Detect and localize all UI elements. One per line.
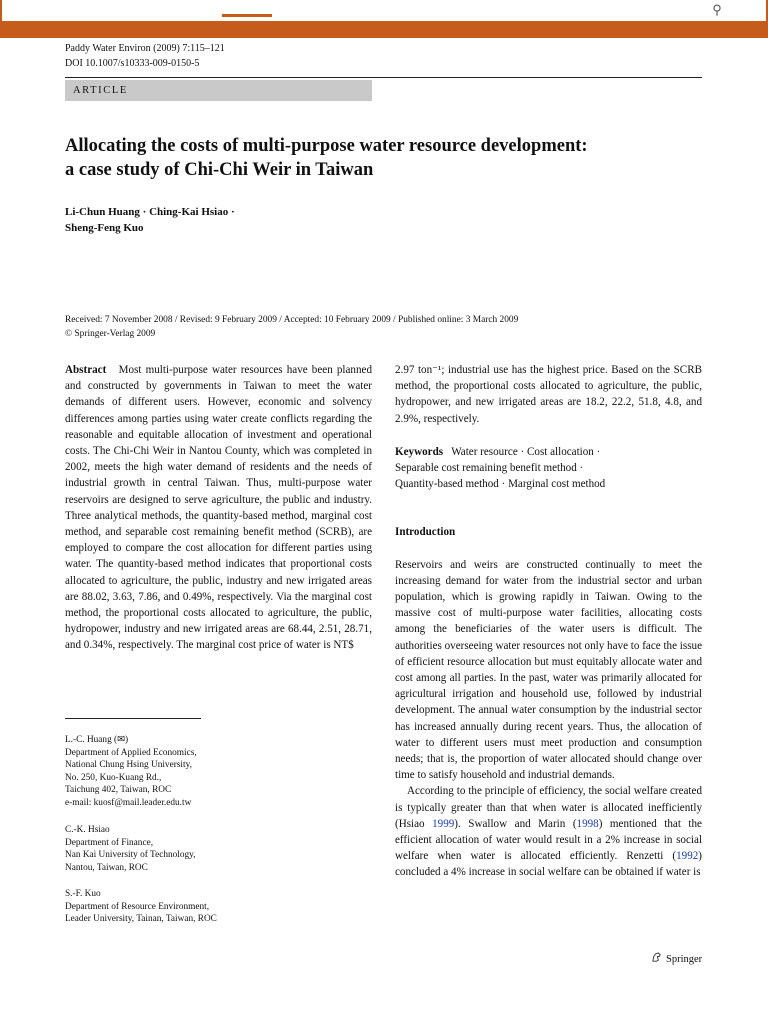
- keywords: [395, 444, 702, 493]
- footnote-rule: [65, 718, 201, 719]
- affiliation-kuo: [65, 888, 365, 926]
- intro-paragraph-2: [395, 783, 702, 880]
- active-tab-indicator[interactable]: [222, 14, 272, 17]
- keywords-line-3: Quantity-based method · Marginal cost method: [395, 478, 606, 491]
- intro-text: ). Swallow and Marin (: [454, 817, 577, 830]
- copyright-line: © Springer-Verlag 2009: [65, 329, 156, 339]
- aff-line: Leader University, Tainan, Taiwan, ROC: [65, 914, 217, 925]
- citation-link[interactable]: 1992: [676, 850, 699, 863]
- intro-paragraph-1: Reservoirs and weirs are constructed continually to meet the increasing demand for water from the industrial sector and urban population, which is growing rapidly in Taiwan. Owing to the massive cost of multi-purpose water facilities, allocating costs among the beneficiaries of the water users is difficult. The authorities overseeing water resources not only have to face the issue of efficient resource allocation but must equitably allocate water and cost among all parties. In the past, water was primarily allocated for agricultural irrigation and household use, followed by industrial development. The annual water consumption by the industrial sector has increased annually during recent years. Thus, the allocation of water to different users must meet production and consumption needs; that is, the proportion of water allocated should change over time to satisfy household and industrial demands.: [395, 558, 702, 782]
- aff-line: Nantou, Taiwan, ROC: [65, 862, 148, 873]
- dates-line: Received: 7 November 2008 / Revised: 9 February 2009 / Accepted: 10 February 2009 / Published online: 3 March 2009: [65, 315, 519, 325]
- publisher-name: Springer: [666, 954, 703, 965]
- citation-link[interactable]: 1998: [576, 817, 599, 830]
- abstract-label: Abstract: [65, 364, 107, 376]
- keywords-line-1: Water resource · Cost allocation ·: [451, 445, 601, 458]
- accent-stripe: [0, 21, 768, 37]
- abstract-column: [65, 362, 372, 654]
- authors-line-1: Li-Chun Huang · Ching-Kai Hsiao ·: [65, 206, 235, 218]
- introduction-heading: Introduction: [395, 526, 456, 539]
- journal-citation: Paddy Water Environ (2009) 7:115–121: [65, 43, 225, 54]
- abstract-continued: 2.97 ton⁻¹; industrial use has the highest price. Based on the SCRB method, the proportional costs allocated to agriculture, the public, hydropower, and new irrigated areas are 18.2, 22.2, 51.8, 4.8, and 2.9%, respectively.: [395, 364, 702, 425]
- aff-line: National Chung Hsing University,: [65, 760, 192, 771]
- publication-dates: [65, 313, 725, 341]
- intro-text: According to the principle of efficiency, the social welfare created is typically greater than that when water is allocated inefficiently (Hsiao: [395, 785, 702, 830]
- doi: DOI 10.1007/s10333-009-0150-5: [65, 58, 200, 69]
- left-edge-border: [0, 0, 2, 37]
- journal-header: [65, 41, 225, 71]
- affiliation-hsiao: [65, 824, 365, 874]
- abstract: [65, 362, 372, 654]
- authors-line-2: Sheng-Feng Kuo: [65, 222, 144, 234]
- header-rule: [65, 77, 702, 78]
- aff-line: Department of Finance,: [65, 837, 154, 848]
- aff-line: Taichung 402, Taiwan, ROC: [65, 785, 172, 796]
- viewer-top-bar: [0, 0, 768, 38]
- aff-line: No. 250, Kuo-Kuang Rd.,: [65, 772, 162, 783]
- aff-line: Department of Resource Environment,: [65, 901, 210, 912]
- bookmark-icon[interactable]: ⚲: [712, 2, 722, 17]
- paper-title: [65, 134, 705, 182]
- article-type-band: [65, 80, 372, 101]
- keywords-line-2: Separable cost remaining benefit method ·: [395, 462, 584, 475]
- keywords-label: Keywords: [395, 445, 444, 458]
- article-type-label: ARTICLE: [73, 85, 128, 96]
- intro-text: ) mentioned that the efficient allocation of water would result in a 2% increase in social welfare when water is allocated efficiently. Renzetti (: [395, 817, 702, 863]
- aff-line: L.-C. Huang (✉): [65, 735, 129, 745]
- abstract-text: Most multi-purpose water resources have been planned and constructed by governments in Taiwan to meet the water demands of different users. However, economic and solvency differences among parties using water create conflicts regarding the reasonable and equitable allocation of investment and operational costs. The Chi-Chi Weir in Nantou County, which was completed in 2002, meets the high water demand of residents and the needs of industrial growth in central Taiwan. Thus, multi-purpose water reservoirs are designed to serve agriculture, the public and industry. Three analytical methods, the quantity-based method, marginal cost method, and separable cost remaining benefit method (SCRB), are employed to compare the cost allocation for different parties using water. The quantity-based method indicates that proportional costs allocated to agriculture, the public, industry and new irrigated areas are 88.02, 3.63, 7.86, and 0.49%, respectively. Via the marginal cost method, the proportional costs allocated to agriculture, the public, hydropower, industry and new irrigated areas are 68.44, 2.51, 28.71, and 0.34%, respectively. The marginal cost price of water is NT$: [65, 364, 372, 652]
- intro-text: ) concluded a 4% increase in social welfare can be obtained if water is: [395, 850, 702, 879]
- aff-line: Department of Applied Economics,: [65, 747, 197, 758]
- aff-line: C.-K. Hsiao: [65, 825, 110, 835]
- aff-line: Nan Kai University of Technology,: [65, 850, 196, 861]
- aff-email[interactable]: e-mail: kuosf@mail.leader.edu.tw: [65, 797, 192, 808]
- springer-horse-icon: [651, 952, 662, 963]
- affiliation-huang: [65, 734, 365, 810]
- publisher-footer: [651, 952, 702, 967]
- right-column: [395, 362, 702, 881]
- title-line-1: Allocating the costs of multi-purpose water resource development:: [65, 136, 588, 156]
- aff-line: S.-F. Kuo: [65, 889, 101, 899]
- citation-link[interactable]: 1999: [432, 817, 455, 830]
- author-list: [65, 204, 465, 236]
- title-line-2: a case study of Chi-Chi Weir in Taiwan: [65, 160, 374, 180]
